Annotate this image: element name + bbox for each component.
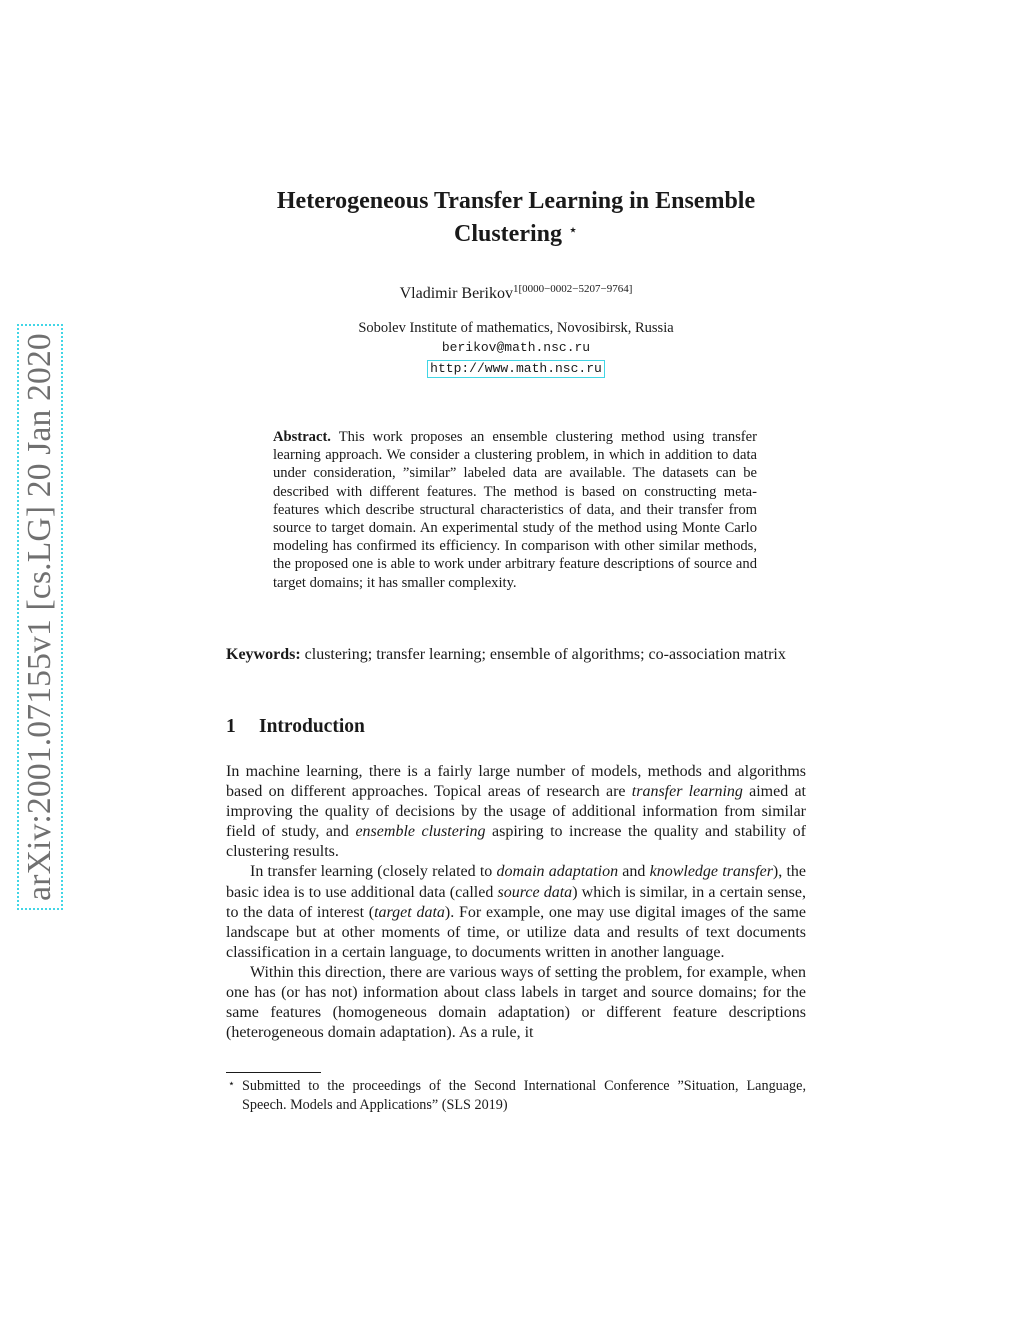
p1-text-a: In machine learning, there is a fairly large number of models, methods and algorithms based on different approaches. Topical areas of research are bbox=[226, 763, 806, 801]
p1-emphasis-ensemble-clustering: ensemble clustering bbox=[355, 823, 486, 841]
abstract-text: This work proposes an ensemble clustering method using transfer learning approach. We consider a clustering problem, in which in addition to data under consideration, ”similar” labeled data are available. The datasets can be described with different features. The method is based on constructing meta-features which describe structural characteristics of data, and their transfer from source to target domain. An experimental study of the method using Monte Carlo modeling has confirmed its efficiency. In comparison with other similar methods, the proposed one is able to work under arbitrary feature descriptions of source and target domains; it has smaller complexity. bbox=[273, 429, 757, 591]
author-orcid: 1[0000−0002−5207−9764] bbox=[512, 283, 633, 295]
title-footnote-marker[interactable]: ⋆ bbox=[567, 222, 578, 239]
arxiv-stamp[interactable] bbox=[17, 324, 63, 910]
p2-text-a: In transfer learning (closely related to bbox=[250, 863, 497, 881]
p2-text-c: ), the basic idea is to use additional data (called bbox=[226, 863, 807, 901]
p2-text-e: ). For example, one may use digital images of the same landscape but at other moments of time, or utilize data and results of text documents classification in a certain language, to documents written in another language. bbox=[226, 903, 806, 961]
section-heading bbox=[226, 716, 365, 738]
paragraph-1 bbox=[226, 762, 806, 862]
p1-emphasis-transfer-learning: transfer learning bbox=[631, 783, 743, 801]
p2-emphasis-source-data: source data bbox=[497, 883, 573, 901]
title-line-2-text: Clustering bbox=[453, 221, 562, 247]
p2-emphasis-knowledge-transfer: knowledge transfer bbox=[649, 863, 773, 881]
keywords bbox=[226, 645, 806, 665]
abstract bbox=[273, 428, 757, 592]
body-text bbox=[226, 762, 806, 1043]
affiliation: Sobolev Institute of mathematics, Novosibirsk, Russia bbox=[358, 320, 674, 336]
keywords-label: Keywords: bbox=[226, 646, 301, 663]
arxiv-stamp-text: arXiv:2001.07155v1 [cs.LG] 20 Jan 2020 bbox=[21, 333, 58, 901]
paragraph-3 bbox=[226, 963, 806, 1043]
p1-text-b: aimed at improving the quality of decisions by the usage of additional information from similar field of study, and bbox=[226, 783, 806, 841]
p2-text-b: and bbox=[618, 863, 650, 881]
paper-title bbox=[226, 186, 806, 249]
p2-text-d: ) which is similar, in a certain sense, to the data of interest ( bbox=[226, 883, 807, 921]
footnote bbox=[226, 1077, 806, 1114]
abstract-label: Abstract. bbox=[273, 429, 331, 445]
keywords-text: clustering; transfer learning; ensemble of algorithms; co-association matrix bbox=[304, 646, 786, 663]
p3-text-a: Within this direction, there are various ways of setting the problem, for example, when one has (or has not) information about class labels in target and source domains; for the same features (homogeneous domain adaptation) or different feature descriptions (heterogeneous domain adaptation). As a rule, it bbox=[226, 963, 806, 1042]
author-email[interactable]: berikov@math.nsc.ru bbox=[441, 340, 591, 355]
footnote-rule bbox=[226, 1072, 321, 1073]
p1-text-c: aspiring to increase the quality and stability of clustering results. bbox=[226, 823, 806, 861]
paragraph-2 bbox=[226, 862, 806, 962]
author-name: Vladimir Berikov bbox=[399, 285, 513, 302]
title-line-2 bbox=[226, 216, 806, 249]
institute-url-link[interactable]: http://www.math.nsc.ru bbox=[427, 360, 605, 378]
author-line bbox=[226, 283, 806, 303]
section-number: 1 bbox=[226, 716, 236, 737]
footnote-marker: ⋆ bbox=[228, 1078, 235, 1090]
title-line-1: Heterogeneous Transfer Learning in Ensemble bbox=[276, 188, 756, 214]
section-title: Introduction bbox=[259, 716, 365, 737]
footnote-text: Submitted to the proceedings of the Second International Conference ”Situation, Language, Speech. Models and Applications” (SLS 2019) bbox=[242, 1078, 806, 1113]
p2-emphasis-target-data: target data bbox=[374, 903, 445, 921]
p2-emphasis-domain-adaptation: domain adaptation bbox=[496, 863, 619, 881]
url-wrapper bbox=[226, 357, 806, 378]
